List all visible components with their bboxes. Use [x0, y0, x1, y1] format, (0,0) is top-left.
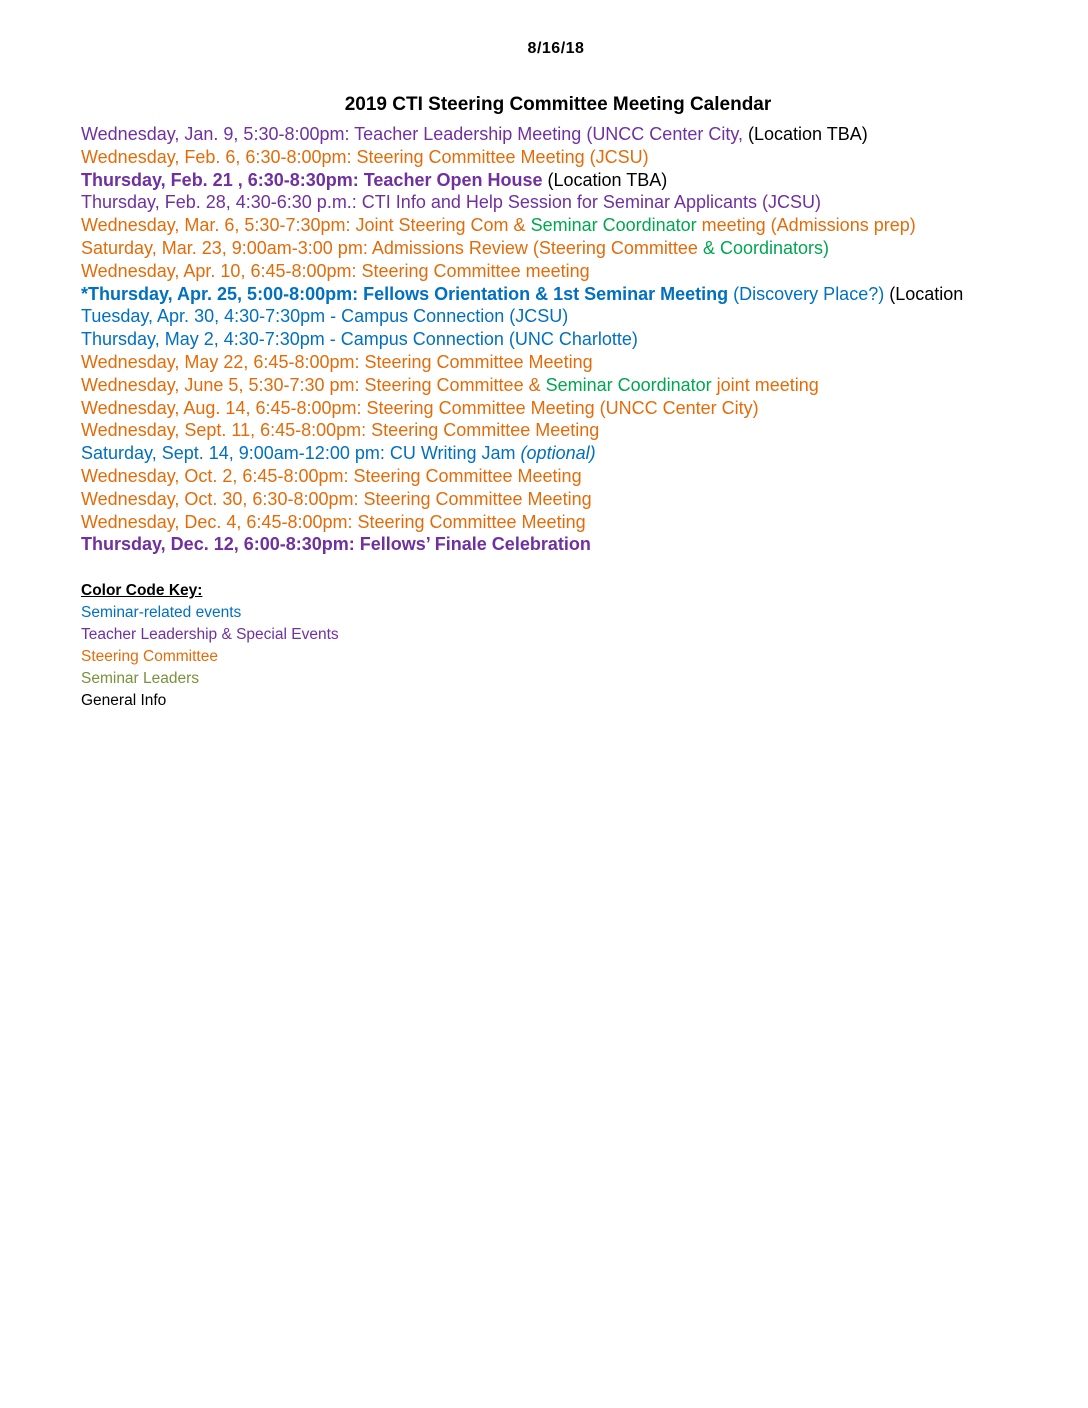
- event-item: [81, 214, 1041, 237]
- color-code-key-title: Color Code Key:: [81, 582, 203, 599]
- event-item: [81, 397, 1041, 420]
- event-text-segment: joint meeting: [711, 374, 819, 395]
- event-text-segment: Seminar Coordinator: [530, 215, 697, 236]
- event-item: [81, 533, 1041, 556]
- event-text-segment: Thursday, Dec. 12, 6:00-8:30pm: Fellows’ Finale Celebration: [81, 534, 591, 555]
- event-text-segment: Thursday, Feb. 21 , 6:30-8:30pm: Teacher Open House: [81, 169, 543, 190]
- event-text-segment: Wednesday, Mar. 6, 5:30-7:30pm: Joint Steering Com &: [81, 215, 531, 236]
- event-item: [81, 442, 1041, 465]
- event-item: [81, 146, 1041, 169]
- document-title: 2019 CTI Steering Committee Meeting Calendar: [344, 94, 772, 115]
- event-item: [81, 191, 1041, 214]
- event-item: [81, 465, 1041, 488]
- event-text-segment: Thursday, Feb. 28, 4:30-6:30 p.m.: CTI Info and Help Session for Seminar Applicants (JCSU): [81, 192, 822, 213]
- event-text-segment: Tuesday, Apr. 30, 4:30-7:30pm - Campus Connection (JCSU): [81, 306, 569, 327]
- event-item: [81, 169, 1041, 192]
- event-text-segment: Wednesday, May 22, 6:45-8:00pm: Steering Committee Meeting: [81, 351, 593, 372]
- event-text-segment: Wednesday, Feb. 6, 6:30-8:00pm: Steering Committee Meeting (JCSU): [81, 146, 649, 167]
- event-item: [81, 488, 1041, 511]
- color-code-key-item: Seminar-related events: [81, 604, 242, 621]
- event-text-segment: (optional): [520, 443, 596, 464]
- event-item: [81, 511, 1041, 534]
- event-item: [81, 123, 1041, 146]
- event-text-segment: Seminar Coordinator: [545, 374, 712, 395]
- event-text-segment: Wednesday, Oct. 2, 6:45-8:00pm: Steering Committee Meeting: [81, 465, 582, 486]
- event-text-segment: Wednesday, Sept. 11, 6:45-8:00pm: Steering Committee Meeting: [81, 420, 600, 441]
- event-item: [81, 260, 1041, 283]
- event-text-segment: (Location: [884, 283, 964, 304]
- color-code-key-item: Steering Committee: [81, 648, 218, 665]
- color-code-key-item: General Info: [81, 692, 167, 709]
- document-date: 8/16/18: [527, 40, 585, 57]
- event-text-segment: Wednesday, Dec. 4, 6:45-8:00pm: Steering Committee Meeting: [81, 511, 586, 532]
- event-text-segment: (Location TBA): [743, 124, 868, 144]
- color-code-key-item: Seminar Leaders: [81, 670, 200, 687]
- event-text-segment: Thursday, May 2, 4:30-7:30pm - Campus Connection (UNC Charlotte): [81, 329, 638, 350]
- event-text-segment: Wednesday, Apr. 10, 6:45-8:00pm: Steering Committee meeting: [81, 260, 590, 281]
- event-item: [81, 283, 1041, 306]
- event-item: [81, 328, 1041, 351]
- event-text-segment: meeting (Admissions prep): [696, 215, 916, 236]
- event-list: [81, 123, 1041, 556]
- event-item: [81, 419, 1041, 442]
- color-code-key-item: Teacher Leadership & Special Events: [81, 626, 339, 643]
- event-text-segment: Wednesday, June 5, 5:30-7:30 pm: Steering Committee &: [81, 374, 546, 395]
- event-item: [81, 305, 1041, 328]
- event-text-segment: Saturday, Sept. 14, 9:00am-12:00 pm: CU Writing Jam: [81, 443, 521, 464]
- event-item: [81, 374, 1041, 397]
- event-text-segment: & Coordinators): [697, 237, 829, 258]
- event-text-segment: Wednesday, Jan. 9, 5:30-8:00pm: Teacher Leadership Meeting (UNCC Center City,: [81, 124, 744, 144]
- event-text-segment: Wednesday, Aug. 14, 6:45-8:00pm: Steering Committee Meeting (UNCC Center City): [81, 397, 759, 418]
- event-text-segment: Wednesday, Oct. 30, 6:30-8:00pm: Steering Committee Meeting: [81, 488, 592, 509]
- color-code-key-items: [81, 602, 339, 712]
- event-item: [81, 351, 1041, 374]
- event-text-segment: Saturday, Mar. 23, 9:00am-3:00 pm: Admissions Review (Steering Committee: [81, 237, 698, 258]
- event-item: [81, 237, 1041, 260]
- event-text-segment: (Location TBA): [542, 169, 668, 190]
- color-code-key: [81, 580, 339, 712]
- event-text-segment: *Thursday, Apr. 25, 5:00-8:00pm: Fellows Orientation & 1st Seminar Meeting: [81, 283, 729, 304]
- event-text-segment: (Discovery Place?): [728, 283, 885, 304]
